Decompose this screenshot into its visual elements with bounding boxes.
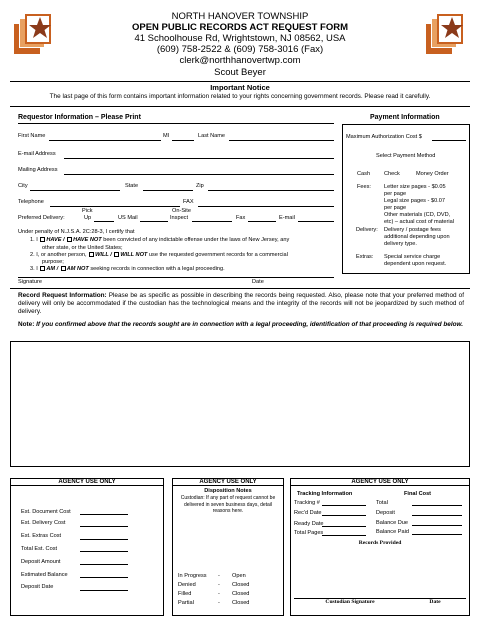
signature-field[interactable] bbox=[18, 277, 334, 278]
onsite-field[interactable] bbox=[192, 221, 232, 222]
est-document-cost-field[interactable] bbox=[80, 514, 128, 515]
delivery-fee-label: Delivery: bbox=[356, 227, 378, 233]
fax-option-field[interactable] bbox=[248, 221, 276, 222]
balance-due-field[interactable] bbox=[412, 525, 462, 526]
certify-item-2: 2. I, or another person, WILL / WILL NOT use the requested government records for a commercial bbox=[30, 252, 288, 258]
total-pages-field[interactable] bbox=[322, 535, 366, 536]
payment-title: Payment Information bbox=[370, 114, 440, 121]
agency-header-2: AGENCY USE ONLY bbox=[172, 479, 284, 486]
custodian-signature-label: Custodian Signature bbox=[325, 599, 375, 605]
last-name-field[interactable] bbox=[229, 140, 334, 141]
notice-title: Important Notice bbox=[210, 83, 270, 92]
deposit-amount-label: Deposit Amount bbox=[21, 559, 61, 565]
tracking-title: Tracking Information bbox=[297, 491, 353, 497]
zip-label: Zip bbox=[196, 183, 204, 189]
certify-item-1-cont: other state, or the United States; bbox=[42, 245, 123, 251]
ready-date-field[interactable] bbox=[322, 526, 366, 527]
record-request-info: Record Request Information: Please be as specific as possible in describing the records being requested. Also, please note that your preferred method of delivery will only be accommodated if the custodian has the technological means and the integrity of the records will not be jeopardized by such method of delivery. bbox=[18, 292, 464, 315]
fax-option-label: Fax bbox=[236, 215, 246, 221]
email-option-field[interactable] bbox=[298, 221, 334, 222]
disposition-title: Disposition Notes bbox=[204, 488, 252, 494]
onsite-label-top: On-Site bbox=[172, 208, 191, 214]
fee-line: per page bbox=[384, 205, 407, 211]
state-field[interactable] bbox=[143, 190, 193, 191]
mailing-field[interactable] bbox=[64, 174, 334, 175]
fax-label: FAX bbox=[183, 199, 194, 205]
status-denied[interactable]: Denied bbox=[178, 582, 196, 588]
am-checkbox[interactable] bbox=[40, 266, 45, 271]
certify-item-2-cont: purpose; bbox=[42, 259, 64, 265]
delivery-line: Delivery / postage fees bbox=[384, 227, 441, 233]
telephone-field[interactable] bbox=[50, 206, 180, 207]
certify-item-1: 1. I HAVE / HAVE NOT been convicted of any indictable offense under the laws of New Jersey, any bbox=[30, 237, 290, 243]
onsite-label: Inspect bbox=[170, 215, 189, 221]
have-not-checkbox[interactable] bbox=[67, 237, 72, 242]
deposit-date-label: Deposit Date bbox=[21, 584, 54, 590]
status-dash: - bbox=[218, 600, 220, 606]
status-dash: - bbox=[218, 591, 220, 597]
city-label: City bbox=[18, 183, 28, 189]
signature-label: Signature bbox=[18, 279, 42, 285]
status-dash: - bbox=[218, 582, 220, 588]
final-cost-title: Final Cost bbox=[404, 491, 432, 497]
tracking-number-label: Tracking # bbox=[294, 500, 320, 506]
total-label: Total bbox=[376, 500, 388, 506]
deposit-field[interactable] bbox=[412, 515, 462, 516]
fee-line: Other materials (CD, DVD, bbox=[384, 212, 451, 218]
balance-paid-label: Balance Paid bbox=[376, 529, 409, 535]
usmail-label: US Mail bbox=[118, 215, 138, 221]
fee-line: per page bbox=[384, 191, 407, 197]
first-name-label: First Name bbox=[18, 133, 46, 139]
extras-label: Extras: bbox=[356, 254, 374, 260]
cash-option[interactable]: Cash bbox=[357, 171, 371, 177]
deposit-label: Deposit bbox=[376, 510, 395, 516]
fee-line: etc) – actual cost of material bbox=[384, 219, 454, 225]
select-payment-label: Select Payment Method bbox=[376, 153, 436, 159]
max-auth-field[interactable] bbox=[432, 140, 466, 141]
clerk-name: Scout Beyer bbox=[214, 67, 266, 78]
township-name: NORTH HANOVER TOWNSHIP bbox=[171, 11, 309, 22]
est-delivery-cost-field[interactable] bbox=[80, 526, 128, 527]
first-name-field[interactable] bbox=[49, 140, 161, 141]
city-field[interactable] bbox=[30, 190, 120, 191]
estimated-balance-field[interactable] bbox=[80, 577, 128, 578]
est-document-cost-label: Est. Document Cost bbox=[21, 509, 71, 515]
legal-note: Note: If you confirmed above that the records sought are in connection with a legal proceeding, identification of that proceeding is required below. bbox=[18, 321, 464, 328]
email-address: clerk@northhanovertwp.com bbox=[179, 55, 301, 66]
recd-date-field[interactable] bbox=[322, 515, 366, 516]
state-label: State bbox=[125, 183, 139, 189]
recd-date-label: Rec'd Date bbox=[294, 510, 322, 516]
status-in-progress[interactable]: In Progress bbox=[178, 573, 207, 579]
am-not-checkbox[interactable] bbox=[61, 266, 66, 271]
status-dash: - bbox=[218, 573, 220, 579]
max-auth-label: Maximum Authorization Cost $ bbox=[346, 134, 422, 140]
balance-due-label: Balance Due bbox=[376, 520, 409, 526]
status-open: Open bbox=[232, 573, 246, 579]
will-not-checkbox[interactable] bbox=[114, 252, 119, 257]
delivery-line: delivery type. bbox=[384, 241, 417, 247]
status-filled[interactable]: Filled bbox=[178, 591, 192, 597]
total-field[interactable] bbox=[412, 505, 462, 506]
records-provided-label: Records Provided bbox=[358, 540, 402, 546]
estimated-balance-label: Estimated Balance bbox=[21, 572, 68, 578]
est-delivery-cost-label: Est. Delivery Cost bbox=[21, 520, 66, 526]
agency-header-1: AGENCY USE ONLY bbox=[10, 479, 164, 486]
form-title: OPEN PUBLIC RECORDS ACT REQUEST FORM bbox=[131, 22, 349, 33]
delivery-label: Preferred Delivery: bbox=[18, 215, 65, 221]
usmail-field[interactable] bbox=[140, 221, 168, 222]
custodian-date-label: Date bbox=[429, 599, 441, 605]
mi-label: MI bbox=[163, 133, 170, 139]
fee-line: Legal size pages - $0.07 bbox=[384, 198, 445, 204]
status-closed: Closed bbox=[232, 591, 250, 597]
status-closed: Closed bbox=[232, 582, 250, 588]
telephone-label: Telephone bbox=[18, 199, 44, 205]
agency-header-3: AGENCY USE ONLY bbox=[290, 479, 470, 486]
total-pages-label: Total Pages bbox=[294, 530, 324, 536]
total-est-cost-label: Total Est. Cost bbox=[21, 546, 58, 552]
pickup-label: Up bbox=[84, 215, 92, 221]
pickup-label-top: Pick bbox=[82, 208, 93, 214]
zip-field[interactable] bbox=[208, 190, 334, 191]
extras-line: dependent upon request. bbox=[384, 261, 447, 267]
have-checkbox[interactable] bbox=[40, 237, 45, 242]
extras-line: Special service charge bbox=[384, 254, 441, 260]
pickup-field[interactable] bbox=[94, 221, 114, 222]
requestor-title: Requestor Information – Please Print bbox=[18, 114, 141, 121]
disposition-text: Custodian: If any part of request cannot be delivered in seven business days, detail reasons here. bbox=[180, 495, 276, 514]
notice-text: The last page of this form contains important information related to your rights concerning government records. Please read it carefully. bbox=[49, 93, 431, 100]
email-field[interactable] bbox=[64, 158, 334, 159]
signature-date-label: Date bbox=[252, 279, 264, 285]
deposit-date-field[interactable] bbox=[80, 590, 128, 591]
will-checkbox[interactable] bbox=[89, 252, 94, 257]
total-est-cost-field[interactable] bbox=[80, 551, 128, 552]
email-option-label: E-mail bbox=[279, 215, 295, 221]
address: 41 Schoolhouse Rd, Wrightstown, NJ 08562, USA bbox=[134, 33, 346, 44]
status-closed: Closed bbox=[232, 600, 250, 606]
delivery-line: additional depending upon bbox=[384, 234, 450, 240]
phone: (609) 758-2522 & (609) 758-3016 (Fax) bbox=[156, 44, 324, 55]
tracking-number-field[interactable] bbox=[322, 505, 366, 506]
fees-label: Fees: bbox=[357, 184, 371, 190]
record-request-textarea[interactable] bbox=[10, 341, 470, 467]
fee-line: Letter size pages - $0.05 bbox=[384, 184, 446, 190]
penalty-text: Under penalty of N.J.S.A. 2C:28-3, I certify that bbox=[18, 229, 135, 235]
est-extras-cost-field[interactable] bbox=[80, 539, 128, 540]
mailing-label: Mailing Address bbox=[18, 167, 58, 173]
check-option[interactable]: Check bbox=[384, 171, 400, 177]
certify-item-3: 3. I AM / AM NOT seeking records in connection with a legal proceeding. bbox=[30, 266, 225, 272]
mi-field[interactable] bbox=[172, 140, 194, 141]
email-label: E-mail Address bbox=[18, 151, 56, 157]
money-order-option[interactable]: Money Order bbox=[416, 171, 449, 177]
last-name-label: Last Name bbox=[198, 133, 226, 139]
agency-tracking-box bbox=[290, 478, 470, 616]
ready-date-label: Ready Date bbox=[294, 521, 324, 527]
balance-paid-field[interactable] bbox=[412, 534, 462, 535]
deposit-amount-field[interactable] bbox=[80, 564, 128, 565]
est-extras-cost-label: Est. Extras Cost bbox=[21, 533, 62, 539]
status-partial[interactable]: Partial bbox=[178, 600, 194, 606]
fax-field[interactable] bbox=[198, 206, 334, 207]
